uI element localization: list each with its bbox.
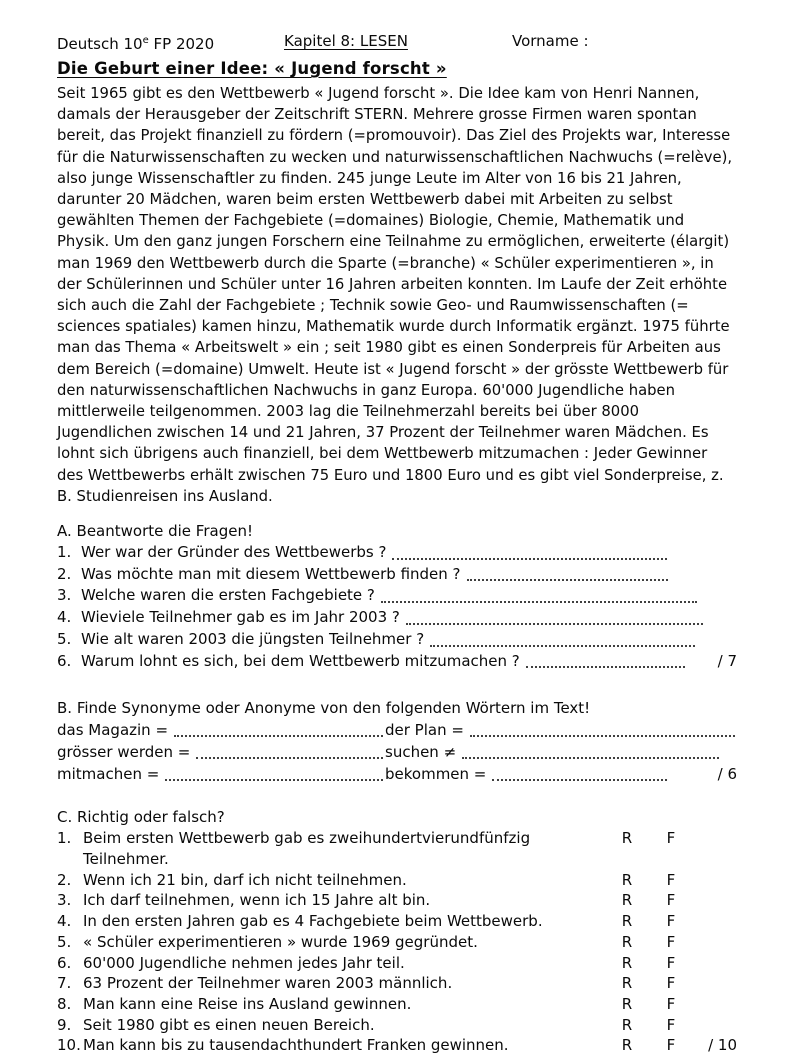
statement-number: 3. <box>57 891 72 910</box>
statement-text: Man kann bis zu tausendachthundert Franken gewinnen. <box>83 1036 509 1055</box>
question-text: Wer war der Gründer des Wettbewerbs ? <box>81 543 387 562</box>
synonym-row <box>57 719 737 741</box>
richtig-option: R <box>621 932 633 951</box>
document-header <box>57 30 737 55</box>
answer-line <box>381 601 697 603</box>
question-number: 4. <box>57 608 72 627</box>
question-row <box>57 564 737 586</box>
statement-number: 7. <box>57 974 72 993</box>
question-number: 2. <box>57 564 72 583</box>
section-a <box>57 521 737 672</box>
section-a-heading: A. Beantworte die Fragen! <box>57 522 253 541</box>
richtig-option: R <box>621 912 633 931</box>
score-spacer <box>693 973 737 994</box>
question-number: 5. <box>57 629 72 648</box>
question-number: 6. <box>57 651 72 670</box>
question-text: Was möchte man mit diesem Wettbewerb finden ? <box>81 564 461 583</box>
question-number: 1. <box>57 543 72 562</box>
statement-number: 5. <box>57 932 72 951</box>
word-label: mitmachen = <box>57 765 160 784</box>
answer-line <box>165 779 383 781</box>
answer-line <box>462 757 719 759</box>
answer-line <box>526 666 685 668</box>
answer-line <box>406 623 703 625</box>
section-b-heading: B. Finde Synonyme oder Anonyme von den folgenden Wörtern im Text! <box>57 699 591 718</box>
score-spacer <box>693 890 737 911</box>
word-label: suchen ≠ <box>385 743 457 762</box>
question-text: Wie alt waren 2003 die jüngsten Teilnehmer ? <box>81 629 425 648</box>
question-text: Wieviele Teilnehmer gab es im Jahr 2003 ? <box>81 608 400 627</box>
falsch-option: F <box>666 974 676 993</box>
falsch-option: F <box>666 1015 676 1034</box>
question-row <box>57 629 737 651</box>
statement-text: Seit 1980 gibt es einen neuen Bereich. <box>83 1015 375 1034</box>
course-suffix: FP 2020 <box>148 35 215 53</box>
question-row <box>57 542 737 564</box>
question-text: Warum lohnt es sich, bei dem Wettbewerb mitzumachen ? <box>81 651 520 670</box>
name-label: Vorname : <box>512 32 589 50</box>
section-b-score: / 6 <box>717 765 737 784</box>
question-number: 3. <box>57 586 72 605</box>
statement-number: 8. <box>57 994 72 1013</box>
reading-passage: Seit 1965 gibt es den Wettbewerb « Jugend forscht ». Die Idee kam von Henri Nannen, damals der Herausgeber der Zeitschrift STERN. Mehrere grosse Firmen waren spontan bereit, das Projekt finanziell zu fördern (=promouvoir). Das Ziel des Projekts war, Interesse für die Naturwissenschaften zu wecken und naturwissenschaftlichen Nachwuchs (=relève), also junge Wissenschaftler zu finden. 245 junge Leute im Alter von 16 bis 21 Jahren, darunter 20 Mädchen, waren beim ersten Wettbewerb dabei mit Arbeiten zu selbst gewählten Themen der Fachgebiete (=domaines) Biologie, Chemie, Mathematik und Physik. Um den ganz jungen Forschern eine Teilnahme zu ermöglichen, erweiterte (élargit) man 1969 den Wettbewerb durch die Sparte (=branche) « Schüler experimentieren », in der Schülerinnen und Schüler unter 16 Jahren arbeiten konnten. Im Laufe der Zeit erhöhte sich auch die Zahl der Fachgebiete ; Technik sowie Geo- und Raumwissenschaften (= sciences spatiales) kamen hinzu, Mathematik wurde durch Informatik ergänzt. 1975 führte man das Thema « Arbeitswelt » ein ; seit 1980 gibt es einen Sonderpreis für Arbeiten aus dem Bereich (=domaine) Umwelt. Heute ist « Jugend forscht » der grösste Wettbewerb für den naturwissenschaftlichen Nachwuchs in ganz Europa. 60'000 Jugendliche haben mittlerweile teilgenommen. 2003 lag die Teilnehmerzahl bereits bei über 8000 Jugendlichen zwischen 14 und 21 Jahren, 37 Prozent der Teilnehmer waren Mädchen. Es lohnt sich übrigens auch finanziell, bei dem Wettbewerb mitzumachen : Jeder Gewinner des Wettbewerbs erhält zwischen 75 Euro und 1800 Euro und es gibt viel Sonderpreise, z. B. Studienreisen ins Ausland. <box>57 85 733 505</box>
statement-text: « Schüler experimentieren » wurde 1969 gegründet. <box>83 932 478 951</box>
course-superscript: e <box>142 35 149 46</box>
score-spacer <box>693 911 737 932</box>
richtig-option: R <box>621 829 633 848</box>
answer-line <box>392 558 667 560</box>
falsch-option: F <box>666 1036 676 1055</box>
score-spacer <box>693 994 737 1015</box>
word-label: grösser werden = <box>57 743 191 762</box>
answer-line <box>467 579 668 581</box>
course-prefix: Deutsch 10 <box>57 35 143 53</box>
page-title: Die Geburt einer Idee: « Jugend forscht » <box>57 59 447 78</box>
richtig-option: R <box>621 1015 633 1034</box>
statement-number: 9. <box>57 1015 72 1034</box>
synonym-row <box>57 763 737 785</box>
statement-number: 4. <box>57 912 72 931</box>
score-spacer <box>693 932 737 953</box>
answer-line <box>492 779 667 781</box>
falsch-option: F <box>666 870 676 889</box>
score-spacer <box>693 870 737 891</box>
falsch-option: F <box>666 994 676 1013</box>
statement-number: 2. <box>57 870 72 889</box>
true-false-row <box>57 973 737 994</box>
true-false-row <box>57 932 737 953</box>
section-c <box>57 807 737 1056</box>
richtig-option: R <box>621 994 633 1013</box>
true-false-row <box>57 994 737 1015</box>
word-label: der Plan = <box>385 721 464 740</box>
true-false-row <box>57 953 737 974</box>
chapter-label <box>284 30 512 55</box>
section-a-score: / 7 <box>717 651 737 670</box>
statement-number: 1. <box>57 829 72 848</box>
richtig-option: R <box>621 891 633 910</box>
statement-text: 63 Prozent der Teilnehmer waren 2003 männlich. <box>83 974 453 993</box>
falsch-option: F <box>666 953 676 972</box>
statement-text: 60'000 Jugendliche nehmen jedes Jahr teil. <box>83 953 405 972</box>
course-label <box>57 30 284 55</box>
richtig-option: R <box>621 974 633 993</box>
question-text: Welche waren die ersten Fachgebiete ? <box>81 586 375 605</box>
statement-text: Ich darf teilnehmen, wenn ich 15 Jahre alt bin. <box>83 891 431 910</box>
statement-text: Beim ersten Wettbewerb gab es zweihundertvierundfünfzig Teilnehmer. <box>83 829 531 868</box>
true-false-row <box>57 890 737 911</box>
falsch-option: F <box>666 891 676 910</box>
statement-text: Wenn ich 21 bin, darf ich nicht teilnehmen. <box>83 870 407 889</box>
richtig-option: R <box>621 953 633 972</box>
falsch-option: F <box>666 912 676 931</box>
answer-line <box>430 645 695 647</box>
true-false-row <box>57 911 737 932</box>
true-false-row <box>57 1015 737 1036</box>
true-false-row <box>57 828 737 869</box>
question-row <box>57 585 737 607</box>
answer-line <box>470 735 735 737</box>
section-b <box>57 698 737 785</box>
statement-text: In den ersten Jahren gab es 4 Fachgebiete beim Wettbewerb. <box>83 912 543 931</box>
richtig-option: R <box>621 1036 633 1055</box>
score-spacer <box>693 953 737 974</box>
question-row <box>57 651 737 673</box>
richtig-option: R <box>621 870 633 889</box>
score-spacer <box>693 828 737 869</box>
section-c-score: / 10 <box>708 1036 737 1055</box>
score-spacer <box>693 1015 737 1036</box>
word-label: bekommen = <box>385 765 487 784</box>
question-row <box>57 607 737 629</box>
falsch-option: F <box>666 932 676 951</box>
section-c-heading: C. Richtig oder falsch? <box>57 808 225 827</box>
answer-line <box>174 735 383 737</box>
answer-line <box>196 757 383 759</box>
true-false-row <box>57 870 737 891</box>
synonym-row <box>57 741 737 763</box>
falsch-option: F <box>666 829 676 848</box>
chapter-text: Kapitel 8: LESEN <box>284 32 408 50</box>
true-false-row <box>57 1035 737 1056</box>
statement-text: Man kann eine Reise ins Ausland gewinnen. <box>83 994 412 1013</box>
word-label: das Magazin = <box>57 721 169 740</box>
statement-number: 10. <box>57 1036 81 1055</box>
statement-number: 6. <box>57 953 72 972</box>
